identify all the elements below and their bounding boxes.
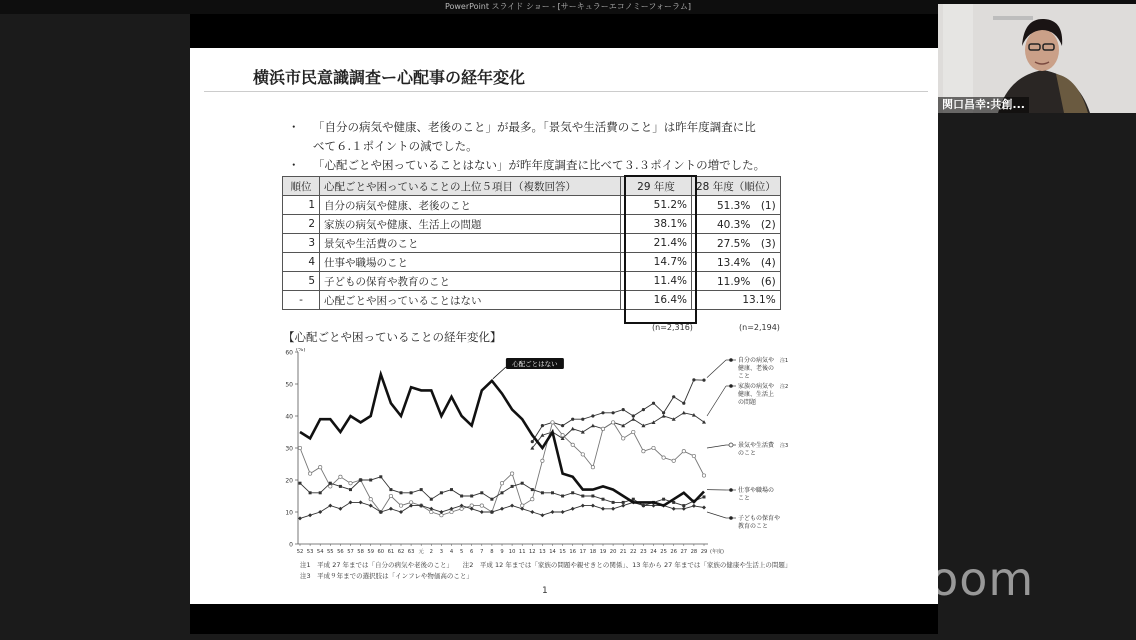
data-point	[571, 507, 575, 511]
header-item: 心配ごとや困っていることの上位５項目（複数回答）	[320, 177, 621, 196]
data-point	[541, 459, 544, 462]
x-tick-label: 24	[650, 549, 657, 555]
data-point	[652, 446, 655, 449]
data-point	[662, 411, 665, 414]
data-point	[652, 402, 655, 405]
screen-share-bottom-bar	[190, 604, 938, 634]
bullet-1-line1: 「自分の病気や健康、老後のこと」が最多。「景気や生活費のこと」は昨年度調査に比	[313, 120, 756, 134]
x-tick-label: 2	[429, 549, 433, 555]
data-point	[682, 450, 685, 453]
data-point	[591, 424, 595, 428]
data-point	[702, 474, 705, 477]
data-point	[460, 504, 464, 508]
legend-label: 教育のこと	[738, 523, 769, 530]
x-tick-label: 59	[367, 549, 375, 555]
data-point	[581, 495, 584, 498]
data-point	[662, 414, 666, 418]
cell-item: 家族の病気や健康、生活上の問題	[320, 215, 621, 234]
cell-fy29: 14.7%	[621, 253, 692, 272]
data-point	[470, 504, 473, 507]
x-tick-label: 62	[397, 549, 405, 555]
x-tick-label: 27	[680, 549, 688, 555]
x-tick-label: 11	[518, 549, 526, 555]
data-point	[622, 408, 625, 411]
data-point	[410, 491, 413, 494]
x-tick-label: 28	[690, 549, 698, 555]
data-point	[389, 507, 393, 511]
data-point	[622, 437, 625, 440]
cell-fy28: 51.3% (1)	[692, 196, 781, 215]
participant-video[interactable]	[938, 4, 1136, 113]
cell-fy29: 16.4%	[621, 291, 692, 310]
data-point	[611, 507, 615, 511]
data-point	[551, 491, 554, 494]
bullet-1-cont	[313, 138, 478, 154]
cell-item: 心配ごとや困っていることはない	[320, 291, 621, 310]
data-point	[369, 498, 372, 501]
legend-leader	[707, 360, 726, 378]
data-point	[672, 507, 676, 511]
data-point	[430, 510, 433, 513]
legend-label: のこと	[738, 450, 757, 457]
data-point	[601, 411, 604, 414]
cell-item: 自分の病気や健康、老後のこと	[320, 196, 621, 215]
x-tick-label: 6	[470, 549, 474, 555]
data-point	[450, 507, 454, 511]
data-point	[429, 507, 433, 511]
data-point	[521, 482, 524, 485]
data-point	[581, 418, 584, 421]
data-point	[400, 491, 403, 494]
data-point	[602, 498, 605, 501]
x-tick-label: 26	[670, 549, 678, 555]
page-number: 1	[542, 586, 548, 596]
x-tick-label: 56	[337, 549, 344, 555]
y-tick-label: 50	[285, 381, 293, 389]
x-tick-label: 9	[500, 549, 504, 555]
data-point	[339, 475, 342, 478]
data-point	[369, 479, 372, 482]
data-point	[611, 421, 614, 424]
legend-marker	[729, 488, 733, 492]
x-tick-label: 22	[629, 549, 637, 555]
legend-marker	[729, 358, 733, 362]
data-point	[702, 506, 706, 510]
data-point	[541, 491, 544, 494]
legend-marker	[729, 516, 733, 520]
data-point	[682, 402, 685, 405]
data-point	[571, 427, 575, 431]
x-tick-label: 元	[418, 549, 424, 555]
data-point	[460, 507, 463, 510]
data-point	[551, 421, 554, 424]
data-point	[601, 427, 604, 430]
x-tick-label: 54	[316, 549, 324, 555]
data-point	[450, 510, 453, 513]
x-tick-label: 8	[490, 549, 494, 555]
ranking-table	[282, 176, 781, 310]
data-point	[692, 378, 695, 381]
cell-item: 景気や生活費のこと	[320, 234, 621, 253]
legend-label: 家族の病気や	[738, 383, 775, 390]
zoom-watermark: zoom	[905, 552, 1035, 606]
cell-rank: 1	[283, 196, 320, 215]
x-tick-label: 10	[508, 549, 516, 555]
x-tick-label: 61	[387, 549, 395, 555]
data-point	[520, 507, 524, 511]
legend-label: 健康、老後の	[738, 365, 775, 372]
legend-label: 仕事や職場の	[738, 487, 775, 494]
cell-fy28: 27.5% (3)	[692, 234, 781, 253]
series-line	[532, 380, 704, 442]
data-point	[612, 411, 615, 414]
data-point	[571, 443, 574, 446]
x-tick-label: 4	[449, 549, 454, 555]
table-row	[283, 196, 781, 215]
presentation-slide	[190, 48, 938, 604]
data-point	[319, 491, 322, 494]
data-point	[531, 440, 534, 443]
data-point	[561, 495, 564, 498]
y-tick-label: 0	[289, 541, 293, 549]
x-tick-label: 13	[539, 549, 546, 555]
legend-label: 自分の病気や	[738, 357, 775, 364]
legend-label: こと	[738, 495, 751, 502]
data-point	[703, 495, 706, 498]
data-point	[682, 411, 686, 415]
data-point	[329, 482, 332, 485]
data-point	[531, 498, 534, 501]
annotation-pointer	[493, 367, 506, 379]
cell-item: 子どもの保育や教育のこと	[320, 272, 621, 291]
title-divider	[204, 91, 928, 92]
chart-axes	[285, 348, 724, 555]
x-tick-label: 60	[377, 549, 385, 555]
data-point	[682, 504, 685, 507]
x-tick-label: 55	[326, 549, 334, 555]
data-point	[420, 488, 423, 491]
data-point	[480, 491, 483, 494]
data-point	[490, 498, 493, 501]
x-tick-label: 14	[549, 549, 556, 555]
data-point	[511, 485, 514, 488]
x-tick-label: 3	[439, 549, 444, 555]
data-point	[551, 510, 555, 514]
data-point	[692, 504, 696, 508]
data-point	[581, 504, 585, 508]
legend-leader	[707, 512, 726, 518]
legend-label: こと	[738, 373, 751, 380]
slide-title: 横浜市民意識調査ー心配事の経年変化	[253, 68, 526, 87]
data-point	[389, 494, 392, 497]
bullet-dot: ・	[288, 158, 300, 172]
data-point	[672, 395, 675, 398]
data-point	[581, 453, 584, 456]
bullet-1	[288, 119, 756, 135]
x-tick-label: 20	[609, 549, 617, 555]
data-point	[541, 424, 544, 427]
participant-name: 関口昌幸:共創...	[938, 97, 1029, 113]
x-unit-label: (年度)	[710, 549, 724, 555]
data-point	[480, 510, 484, 514]
annotation-text: 心配ごとはない	[512, 360, 558, 368]
legend-label: 景気や生活費	[738, 442, 775, 449]
legend-note: 注3	[780, 443, 789, 449]
data-point	[349, 488, 352, 491]
y-tick-label: 40	[285, 413, 293, 421]
cell-fy28: 11.9% (6)	[692, 272, 781, 291]
data-point	[571, 491, 574, 494]
data-point	[500, 507, 504, 511]
data-point	[309, 491, 312, 494]
data-point	[682, 507, 686, 511]
chart-right-labels	[707, 356, 788, 530]
header-fy29: 29 年度	[621, 177, 692, 196]
data-point	[561, 434, 564, 437]
data-point	[561, 510, 565, 514]
x-tick-label: 16	[569, 549, 577, 555]
table-row	[283, 291, 781, 310]
data-point	[440, 514, 443, 517]
data-point	[521, 504, 524, 507]
sample-size-fy29: (n=2,316)	[652, 323, 693, 332]
y-tick-label: 10	[285, 509, 293, 517]
cell-rank: 5	[283, 272, 320, 291]
cell-fy29: 38.1%	[621, 215, 692, 234]
x-tick-label: 58	[357, 549, 364, 555]
data-point	[399, 504, 402, 507]
cell-fy29: 21.4%	[621, 234, 692, 253]
header-fy28: 28 年度（順位）	[692, 177, 781, 196]
data-point	[530, 510, 534, 514]
data-point	[621, 504, 625, 508]
x-tick-label: 19	[599, 549, 607, 555]
data-point	[662, 456, 665, 459]
cell-rank: 2	[283, 215, 320, 234]
table-row	[283, 272, 781, 291]
bullet-2-line1: 「心配ごとや困っていることはない」が昨年度調査に比べて３.３ポイントの増でした。	[313, 158, 766, 172]
x-tick-label: 7	[480, 549, 484, 555]
cell-rank: 4	[283, 253, 320, 272]
table-row	[283, 253, 781, 272]
data-point	[591, 495, 594, 498]
data-point	[379, 475, 382, 478]
data-point	[702, 379, 705, 382]
x-tick-label: 5	[459, 549, 464, 555]
sample-size-fy28: (n=2,194)	[739, 323, 780, 332]
data-point	[359, 479, 362, 482]
x-tick-label: 52	[296, 549, 304, 555]
x-tick-label: 25	[660, 549, 667, 555]
data-point	[439, 510, 443, 514]
legend-label: 子どもの保育や	[738, 515, 781, 522]
bullet-1-line2: べて６.１ポイントの減でした。	[313, 139, 478, 153]
data-point	[601, 507, 605, 511]
data-point	[298, 446, 301, 449]
data-point	[359, 500, 363, 504]
data-point	[622, 501, 625, 504]
table-row	[283, 234, 781, 253]
data-point	[298, 516, 302, 520]
data-point	[652, 420, 656, 424]
x-tick-label: 12	[528, 549, 536, 555]
x-tick-label: 21	[619, 549, 627, 555]
cell-rank: -	[283, 291, 320, 310]
data-point	[470, 495, 473, 498]
trend-line-chart	[190, 348, 938, 560]
data-point	[329, 485, 332, 488]
x-tick-label: 57	[347, 549, 354, 555]
x-tick-label: 23	[640, 549, 647, 555]
x-tick-label: 63	[407, 549, 415, 555]
y-tick-label: 60	[285, 349, 293, 357]
data-point	[510, 504, 514, 508]
data-point	[662, 498, 665, 501]
x-tick-label: 18	[589, 549, 597, 555]
data-point	[510, 472, 513, 475]
data-point	[339, 485, 342, 488]
legend-note: 注1	[780, 358, 789, 364]
data-point	[440, 491, 443, 494]
data-point	[632, 430, 635, 433]
data-point	[672, 459, 675, 462]
y-tick-label: 30	[285, 445, 293, 453]
data-point	[591, 466, 594, 469]
legend-note: 注2	[780, 384, 789, 390]
header-rank: 順位	[283, 177, 320, 196]
legend-marker	[729, 384, 733, 388]
legend-label: 健康、生活上	[738, 391, 775, 398]
data-point	[591, 414, 594, 417]
cell-fy28: 40.3% (2)	[692, 215, 781, 234]
data-point	[540, 513, 544, 517]
data-point	[501, 491, 504, 494]
chart-series	[298, 358, 706, 520]
cell-fy29: 51.2%	[621, 196, 692, 215]
cell-rank: 3	[283, 234, 320, 253]
data-point	[308, 472, 311, 475]
footnote-2: 注3 平成９年までの選択肢は「インフレや物価高のこと」	[300, 572, 473, 580]
data-point	[612, 501, 615, 504]
data-point	[349, 482, 352, 485]
data-point	[531, 488, 534, 491]
data-point	[299, 482, 302, 485]
x-tick-label: 53	[306, 549, 314, 555]
x-tick-label: 29	[700, 549, 708, 555]
data-point	[561, 424, 564, 427]
cell-fy29: 11.4%	[621, 272, 692, 291]
table-header-row	[283, 177, 781, 196]
data-point	[308, 513, 312, 517]
y-unit-label: (%)	[296, 348, 306, 353]
data-point	[500, 482, 503, 485]
footnote-1: 注1 平成 27 年までは「自分の病気や老後のこと」 注2 平成 12 年までは「家族の問題や親せきとの関係」、13 年から 27 年までは「家族の健康や生活上の問題」	[300, 561, 792, 569]
cell-fy28: 13.1%	[692, 291, 781, 310]
data-point	[470, 507, 474, 511]
data-point	[450, 488, 453, 491]
data-point	[642, 450, 645, 453]
screen-share-top-bar	[190, 14, 938, 48]
data-point	[642, 408, 645, 411]
chart-title: 【心配ごとや困っていることの経年変化】	[283, 330, 502, 344]
data-point	[591, 504, 595, 508]
cell-item: 仕事や職場のこと	[320, 253, 621, 272]
x-tick-label: 15	[559, 549, 566, 555]
data-point	[389, 488, 392, 491]
legend-label: の問題	[738, 399, 757, 406]
data-point	[571, 418, 574, 421]
data-point	[319, 466, 322, 469]
data-point	[430, 498, 433, 501]
legend-marker	[729, 443, 733, 447]
data-point	[409, 501, 412, 504]
cell-fy28: 13.4% (4)	[692, 253, 781, 272]
data-point	[631, 417, 635, 421]
data-point	[692, 454, 695, 457]
legend-leader	[707, 386, 726, 416]
data-point	[460, 495, 463, 498]
table-row	[283, 215, 781, 234]
data-point	[480, 504, 483, 507]
bullet-2	[288, 157, 766, 173]
x-tick-label: 17	[579, 549, 587, 555]
legend-leader	[707, 445, 726, 448]
y-tick-label: 20	[285, 477, 293, 485]
window-title: PowerPoint スライド ショー - [サーキュラーエコノミーフォーラム]	[0, 0, 1136, 14]
bullet-dot: ・	[288, 120, 300, 134]
series-line	[300, 374, 704, 505]
data-point	[632, 414, 635, 417]
